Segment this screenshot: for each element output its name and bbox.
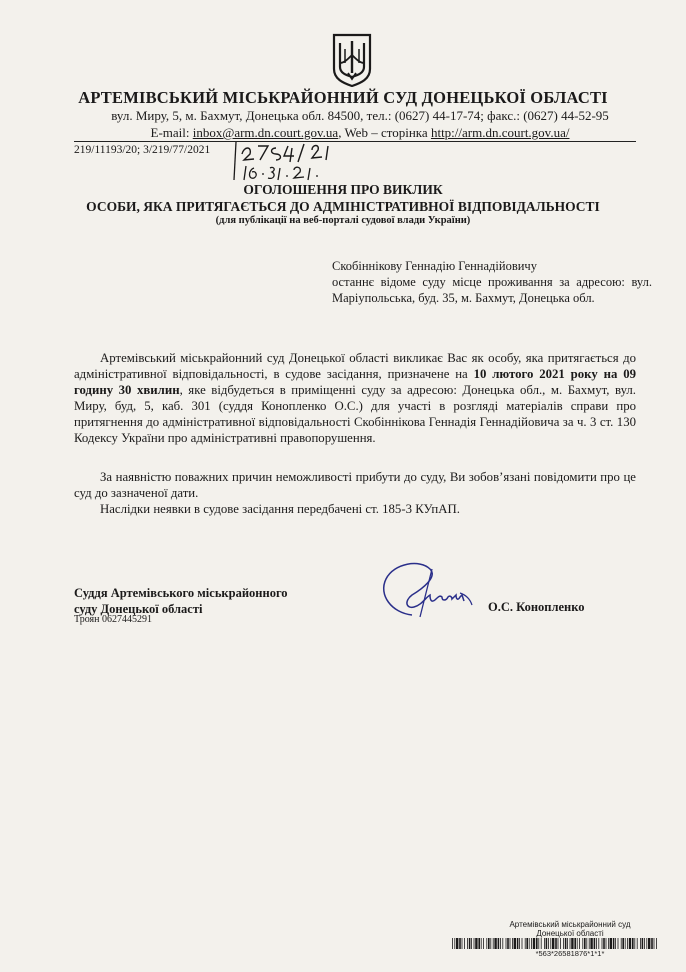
barcode-bar — [644, 938, 645, 949]
barcode-bar — [490, 938, 491, 949]
recipient-address: останнє відоме суду місце проживання за адресою: вул. Маріупольська, буд. 35, м. Бахмут, Донецька обл. — [332, 275, 652, 305]
barcode-bar — [552, 938, 554, 949]
web-link[interactable]: http://arm.dn.court.gov.ua/ — [430, 125, 570, 140]
barcode-bar — [603, 938, 605, 949]
barcode-bar — [594, 938, 596, 949]
hearing-date: 10 лютого 2021 року на 09 годину 30 хвилин — [74, 367, 636, 397]
barcode-bar — [462, 938, 463, 949]
court-name: АРТЕМІВСЬКИЙ МІСЬКРАЙОННИЙ СУД ДОНЕЦЬКОЇ ОБЛАСТІ — [78, 88, 608, 107]
barcode-bar — [558, 938, 559, 949]
barcode-bar — [632, 938, 634, 949]
notice-paragraph-1 — [74, 350, 636, 446]
barcode-bar — [574, 938, 576, 949]
barcode-bar — [615, 938, 616, 949]
barcode-bar — [570, 938, 571, 949]
barcode-bar — [565, 938, 567, 949]
barcode-bar — [610, 938, 612, 949]
barcode-bar — [567, 938, 568, 949]
barcode-bar — [642, 938, 644, 949]
barcode-bar — [475, 938, 477, 949]
handwritten-signature — [372, 555, 482, 625]
barcode-bar — [541, 938, 542, 949]
barcode-bar — [586, 938, 587, 949]
coat-of-arms-icon — [331, 33, 373, 87]
barcode-bar — [500, 938, 501, 949]
barcode-bar — [582, 938, 583, 949]
barcode-bar — [464, 938, 465, 949]
barcode-bar — [494, 938, 496, 949]
barcode-bar — [510, 938, 511, 949]
barcode-label — [495, 920, 645, 938]
judge-position — [74, 585, 288, 617]
barcode-bar — [507, 938, 509, 949]
barcode-bar — [590, 938, 592, 949]
barcode-bar — [602, 938, 603, 949]
barcode-bar — [452, 938, 453, 949]
notice-title: ОГОЛОШЕННЯ ПРО ВИКЛИК — [243, 182, 443, 197]
barcode-bar — [483, 938, 484, 949]
barcode-bar — [493, 938, 494, 949]
barcode-bar — [634, 938, 635, 949]
barcode-bar — [512, 938, 513, 949]
barcode-bar — [481, 938, 482, 949]
barcode-bar — [529, 938, 530, 949]
barcode-bar — [548, 938, 549, 949]
barcode-bar — [546, 938, 548, 949]
barcode-bar — [640, 938, 641, 949]
barcode-bar — [526, 938, 528, 949]
barcode-bar — [531, 938, 532, 949]
email-label: E-mail: — [150, 125, 193, 140]
barcode-bar — [533, 938, 535, 949]
barcode-bar — [555, 938, 557, 949]
notice-subtitle: ОСОБИ, ЯКА ПРИТЯГАЄТЬСЯ ДО АДМІНІСТРАТИВНОЇ ВІДПОВІДАЛЬНОСТІ — [86, 199, 600, 214]
barcode-bar — [478, 938, 480, 949]
barcode-bar — [651, 938, 653, 949]
barcode-bar — [589, 938, 590, 949]
executor-info: Троян 0627445291 — [74, 614, 152, 625]
barcode-bar — [519, 938, 520, 949]
barcode-bar — [488, 938, 490, 949]
barcode-image — [452, 938, 658, 949]
judge-name: О.С. Конопленко — [488, 600, 585, 614]
barcode-bar — [456, 938, 458, 949]
header-divider — [74, 141, 636, 142]
barcode-bar — [629, 938, 631, 949]
notice-paragraph-3: Наслідки неявки в судове засідання передбачені ст. 185-3 КУпАП. — [100, 502, 460, 516]
barcode-number: *563*26581876*1*1* — [535, 949, 605, 958]
judge-position-line-1: Суддя Артемівського міськрайонного — [74, 586, 288, 600]
barcode-bar — [474, 938, 475, 949]
barcode-bar — [517, 938, 519, 949]
recipient-name: Скобіннікову Геннадію Геннадійовичу — [332, 259, 537, 273]
barcode-bar — [656, 938, 657, 949]
barcode-bar — [469, 938, 471, 949]
barcode-bar — [622, 938, 624, 949]
barcode-bar — [608, 938, 609, 949]
barcode-bar — [621, 938, 622, 949]
judge-position-line-2: суду Донецької області — [74, 602, 203, 616]
barcode-bar — [577, 938, 578, 949]
barcode-bar — [454, 938, 455, 949]
barcode-bar — [467, 938, 468, 949]
case-number: 219/11193/20; 3/219/77/2021 — [74, 144, 211, 156]
barcode-bar — [637, 938, 638, 949]
email-link[interactable]: inbox@arm.dn.court.gov.ua — [192, 125, 339, 140]
barcode-bar — [506, 938, 507, 949]
recipient-block — [332, 258, 652, 306]
paragraph-1-text-a: Артемівський міськрайонний суд Донецької області викликає Вас як особу, яка притягається до адміністративної відповідальності, в судове засідання, призначене на — [74, 351, 636, 381]
barcode-bar — [563, 938, 564, 949]
barcode-bar — [654, 938, 655, 949]
court-contacts — [80, 125, 640, 141]
barcode-bar — [502, 938, 503, 949]
barcode-bar — [550, 938, 551, 949]
barcode-bar — [618, 938, 619, 949]
notice-paragraph-2: За наявністю поважних причин неможливості прибути до суду, Ви зобов’язані повідомити про це суд до зазначеної дати. — [74, 470, 636, 500]
barcode-bar — [598, 938, 599, 949]
barcode-bar — [579, 938, 580, 949]
barcode-bar — [486, 938, 487, 949]
barcode-label-line-1: Артемівський міськрайонний суд — [509, 920, 631, 929]
barcode-bar — [522, 938, 523, 949]
barcode-bar — [584, 938, 586, 949]
barcode-label-line-2: Донецької області — [536, 929, 604, 938]
barcode-bar — [544, 938, 545, 949]
publication-note: (для публікації на веб-порталі судової влади України) — [215, 215, 471, 226]
court-address: вул. Миру, 5, м. Бахмут, Донецька обл. 84500, тел.: (0627) 44-17-74; факс.: (0627) 44-52-95 — [111, 108, 609, 123]
barcode-bar — [498, 938, 500, 949]
barcode-bar — [471, 938, 472, 949]
barcode-bar — [596, 938, 597, 949]
barcode-bar — [625, 938, 626, 949]
barcode-bar — [459, 938, 461, 949]
barcode-bar — [571, 938, 573, 949]
barcode-bar — [560, 938, 561, 949]
barcode-bar — [606, 938, 607, 949]
barcode-bar — [514, 938, 516, 949]
paragraph-1-text-b: , яке відбудеться в приміщенні суду за адресою: Донецька обл., м. Бахмут, вул. Миру, буд, 5, каб. 301 (суддя Конопленко О.С.) для участі в розгляді матеріалів справи про притягнення до адміністративної відповідальності Скобіннікова Геннадія Геннадійовича за ч. 3 ст. 130 Кодексу України про адміністративні правопорушення. — [74, 383, 636, 445]
barcode-bar — [538, 938, 539, 949]
barcode-bar — [648, 938, 650, 949]
barcode-bar — [613, 938, 615, 949]
barcode-bar — [646, 938, 647, 949]
barcode-bar — [627, 938, 628, 949]
barcode-bar — [525, 938, 526, 949]
barcode-bar — [536, 938, 538, 949]
web-label: , Web – сторінка — [338, 125, 431, 140]
handwritten-registration-stamp — [228, 140, 338, 182]
